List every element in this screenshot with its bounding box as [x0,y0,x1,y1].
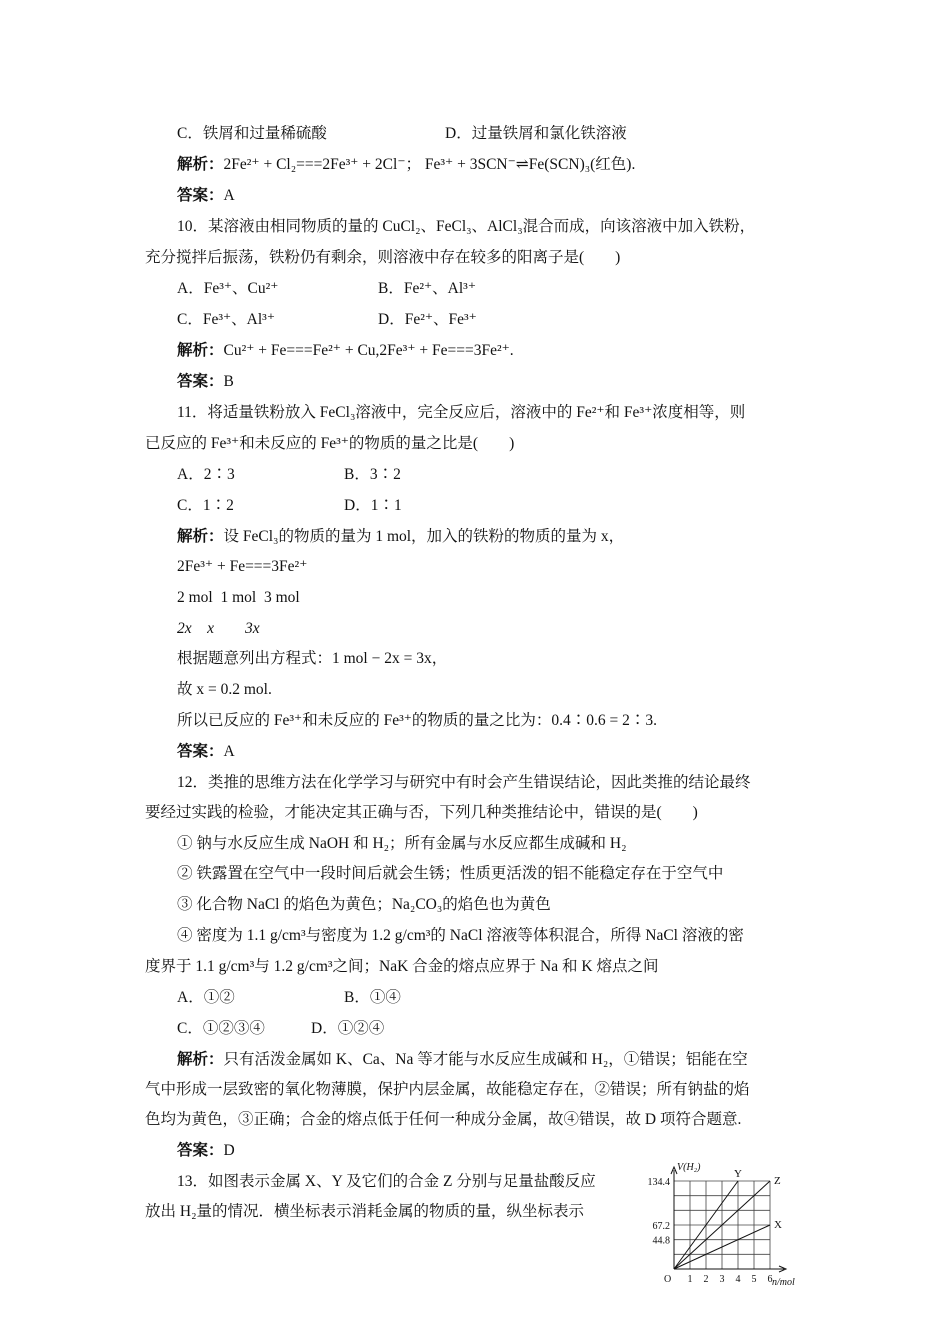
q12-option-c: C．①②③④ [177,1020,265,1037]
q12-answer [177,1141,235,1161]
y-tick-label: 44.8 [652,1235,670,1247]
q11-equation: 2Fe³⁺ + Fe===3Fe²⁺ [177,558,308,575]
q9-answer [177,186,235,206]
answer-label: 答案： [177,743,224,760]
q12-option-b: B．①④ [344,989,401,1006]
analysis-label: 解析： [177,342,224,359]
q11-analysis [177,527,624,547]
answer-label: 答案： [177,373,224,390]
q12-statement-4-line2: 度界于 1.1 g/cm³与 1.2 g/cm³之间；NaK 合金的熔点应界于 Na 和 K 熔点之间 [145,958,659,975]
q10-option-c: C．Fe³⁺、Al³⁺ [177,311,275,328]
q10-option-d: D．Fe²⁺、Fe³⁺ [378,311,477,328]
q9-analysis [177,155,635,175]
x-tick-label: 3 [719,1274,725,1285]
q12-statement-4-line1: ④ 密度为 1.1 g/cm³与密度为 1.2 g/cm³的 NaCl 溶液等体积混合，所得 NaCl 溶液的密 [177,927,744,944]
q10-answer [177,372,234,392]
q11-stem-line1: 11．将适量铁粉放入 FeCl₃溶液中，完全反应后，溶液中的 Fe²⁺和 Fe³⁺浓度相等，则 [177,404,746,421]
q12-stem-line1: 12．类推的思维方法在化学学习与研究中有时会产生错误结论，因此类推的结论最终 [177,774,751,791]
q12-analysis-line3: 色均为黄色，③正确；合金的熔点低于任何一种成分金属，故④错误，故 D 项符合题意. [145,1111,742,1128]
q11-option-d: D．1∶1 [344,497,402,514]
q11-answer [177,742,235,762]
analysis-text: 2Fe²⁺ + Cl₂===2Fe³⁺ + 2Cl⁻； Fe³⁺ + 3SCN⁻⇌Fe(SCN)₃(红色). [223,156,636,173]
q11-equation-setup: 根据题意列出方程式：1 mol − 2x = 3x， [177,650,448,667]
q12-statement-2: ② 铁露置在空气中一段时间后就会生锈；性质更活泼的铝不能稳定存在于空气中 [177,865,724,882]
y-tick-label: 134.4 [647,1177,670,1188]
analysis-text: 设 FeCl₃的物质的量为 1 mol，加入的铁粉的物质的量为 x， [223,528,625,545]
q12-stem-line2: 要经过实践的检验，才能决定其正确与否，下列几种类推结论中，错误的是( ) [145,804,698,821]
q11-mole-ratio: 2 mol 1 mol 3 mol [177,589,300,606]
y-tick-label: 67.2 [652,1221,670,1232]
q13-stem-line2: 放出 H₂量的情况．横坐标表示消耗金属的物质的量，纵坐标表示 [145,1203,584,1220]
q11-variables: 2x x 3x [177,620,260,637]
q11-option-a: A．2∶3 [177,466,235,483]
q10-stem-line2: 充分搅拌后振荡，铁粉仍有剩余，则溶液中存在较多的阳离子是( ) [145,249,621,266]
x-tick-label: 2 [703,1274,709,1285]
analysis-label: 解析： [177,156,224,173]
x-tick-label: 6 [767,1274,773,1285]
q9-option-d: D．过量铁屑和氯化铁溶液 [445,125,627,142]
x-axis-label: n/mol [772,1277,795,1288]
q10-stem-line1: 10．某溶液由相同物质的量的 CuCl₂、FeCl₃、AlCl₃混合而成，向该溶液中加入铁粉， [177,218,756,235]
x-tick-label: 5 [751,1274,757,1285]
hydrogen-volume-graph [640,1158,810,1288]
answer-value: A [223,743,235,760]
origin-label: O [664,1274,672,1285]
answer-label: 答案： [177,1142,224,1159]
q12-statement-3: ③ 化合物 NaCl 的焰色为黄色；Na₂CO₃的焰色也为黄色 [177,896,551,913]
q11-stem-line2: 已反应的 Fe³⁺和未反应的 Fe³⁺的物质的量之比是( ) [145,435,515,452]
series-label-x: X [774,1219,782,1231]
series-label-z: Z [774,1175,781,1187]
y-axis-label: V(H₂) [677,1162,701,1173]
answer-value: B [223,373,234,390]
q12-option-d: D．①②④ [311,1020,385,1037]
q11-conclusion: 所以已反应的 Fe³⁺和未反应的 Fe³⁺的物质的量之比为：0.4∶0.6 = 2∶3. [177,712,658,729]
q10-analysis [177,341,514,361]
series-label-y: Y [734,1168,742,1180]
q12-analysis-line1 [177,1050,748,1070]
q11-option-b: B．3∶2 [344,466,401,483]
q12-analysis-line2: 气中形成一层致密的氧化物薄膜，保护内层金属，故能稳定存在，②错误；所有钠盐的焰 [145,1081,750,1098]
q10-option-a: A．Fe³⁺、Cu²⁺ [177,280,279,297]
analysis-text: 只有活泼金属如 K、Ca、Na 等才能与水反应生成碱和 H₂，①错误；铝能在空 [223,1051,748,1068]
x-tick-label: 4 [735,1274,741,1285]
answer-value: D [223,1142,235,1159]
analysis-label: 解析： [177,528,224,545]
analysis-label: 解析： [177,1051,224,1068]
x-tick-label: 1 [687,1274,693,1285]
answer-label: 答案： [177,187,224,204]
q13-stem-line1: 13．如图表示金属 X、Y 及它们的合金 Z 分别与足量盐酸反应 [177,1173,596,1190]
answer-value: A [223,187,235,204]
q11-option-c: C．1∶2 [177,497,234,514]
q9-option-c: C．铁屑和过量稀硫酸 [177,125,327,142]
analysis-text: Cu²⁺ + Fe===Fe²⁺ + Cu,2Fe³⁺ + Fe===3Fe²⁺. [223,342,514,359]
q10-option-b: B．Fe²⁺、Al³⁺ [378,280,476,297]
q12-statement-1: ① 钠与水反应生成 NaOH 和 H₂；所有金属与水反应都生成碱和 H₂ [177,835,627,852]
q12-option-a: A．①② [177,989,235,1006]
q11-solution: 故 x = 0.2 mol. [177,681,272,698]
